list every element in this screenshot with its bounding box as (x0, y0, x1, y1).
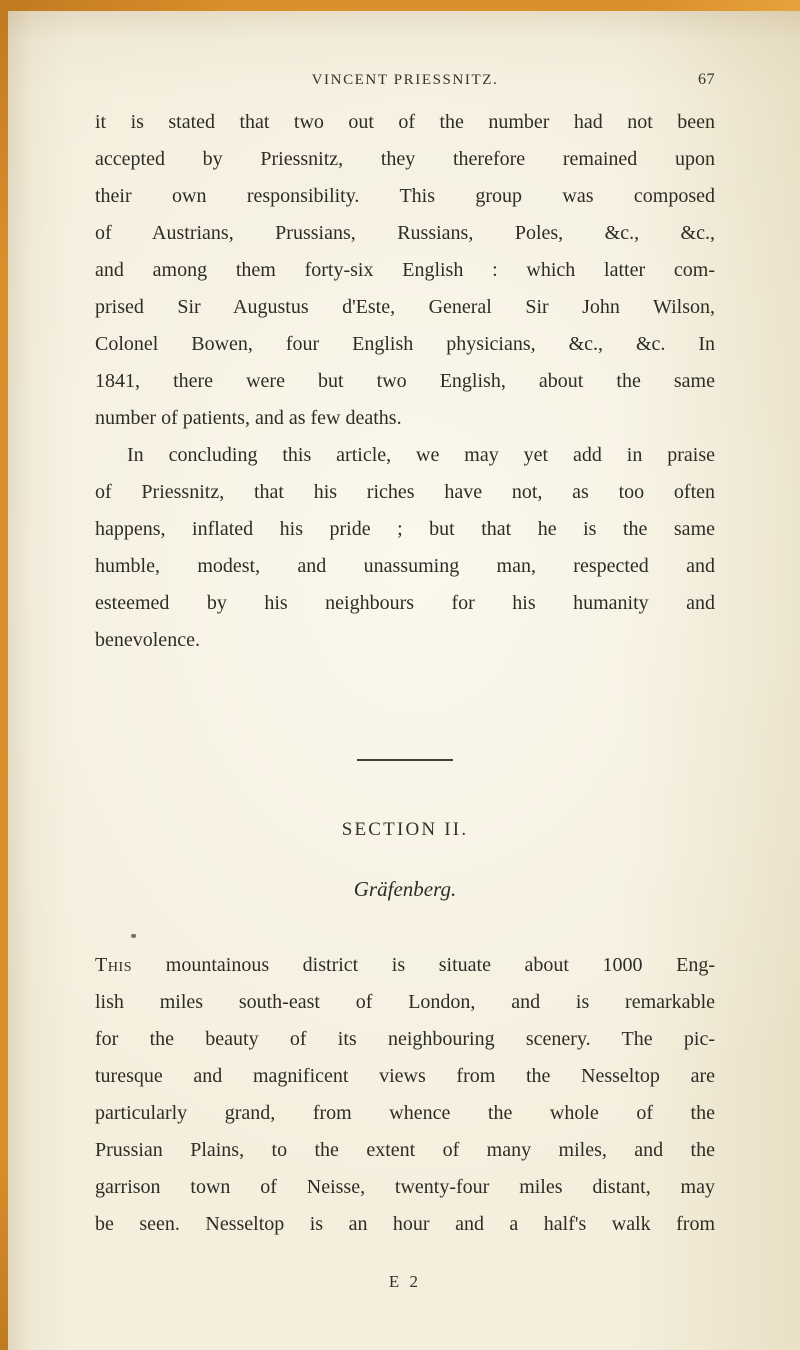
section-subheading: Gräfenberg. (353, 877, 457, 901)
text-line: turesque and magnificent views from the Nesseltop are (95, 1065, 715, 1087)
text-line: garrison town of Neisse, twenty-four miles distant, may (95, 1176, 715, 1198)
book-edge-left (0, 0, 8, 1350)
text-line: and among them forty-six English : which latter com- (95, 259, 715, 281)
text-line: This mountainous district is situate about 1000 Eng- (95, 954, 715, 976)
text-line: esteemed by his neighbours for his humanity and (95, 592, 715, 614)
section-divider (357, 759, 453, 761)
paragraph (95, 104, 715, 437)
text-line: In concluding this article, we may yet add in praise (127, 444, 715, 466)
text-line: their own responsibility. This group was composed (95, 185, 715, 207)
text-line: 1841, there were but two English, about the same (95, 370, 715, 392)
text-line: particularly grand, from whence the whole of the (95, 1102, 715, 1124)
text-line: of Austrians, Prussians, Russians, Poles, &c., &c., (95, 222, 715, 244)
smallcaps-lead-word: This (95, 954, 133, 976)
paragraph (95, 947, 715, 1243)
book-edge-top (0, 0, 800, 11)
text-line: prised Sir Augustus d'Este, General Sir John Wilson, (95, 296, 715, 318)
page-content (95, 104, 715, 1243)
running-header (95, 70, 715, 90)
text-line: Colonel Bowen, four English physicians, &c., &c. In (95, 333, 715, 355)
text-line: for the beauty of its neighbouring scenery. The pic- (95, 1028, 715, 1050)
section-heading: SECTION II. (341, 819, 469, 840)
text-line: it is stated that two out of the number had not been (95, 111, 715, 133)
paragraph (95, 437, 715, 659)
text-line: benevolence. (95, 629, 200, 651)
signature-mark: E 2 (388, 1272, 422, 1291)
text-line: happens, inflated his pride ; but that he is the same (95, 518, 715, 540)
text-line: accepted by Priessnitz, they therefore remained upon (95, 148, 715, 170)
text-line: Prussian Plains, to the extent of many miles, and the (95, 1139, 715, 1161)
running-header-title: VINCENT PRIESSNITZ. (311, 72, 499, 88)
ink-speck (131, 934, 136, 938)
text-line: humble, modest, and unassuming man, respected and (95, 555, 715, 577)
text-line: be seen. Nesseltop is an hour and a half's walk from (95, 1213, 715, 1235)
text-line: of Priessnitz, that his riches have not, as too often (95, 481, 715, 503)
page-number: 67 (698, 71, 716, 88)
text-line: lish miles south-east of London, and is remarkable (95, 991, 715, 1013)
text-line: number of patients, and as few deaths. (95, 407, 402, 429)
